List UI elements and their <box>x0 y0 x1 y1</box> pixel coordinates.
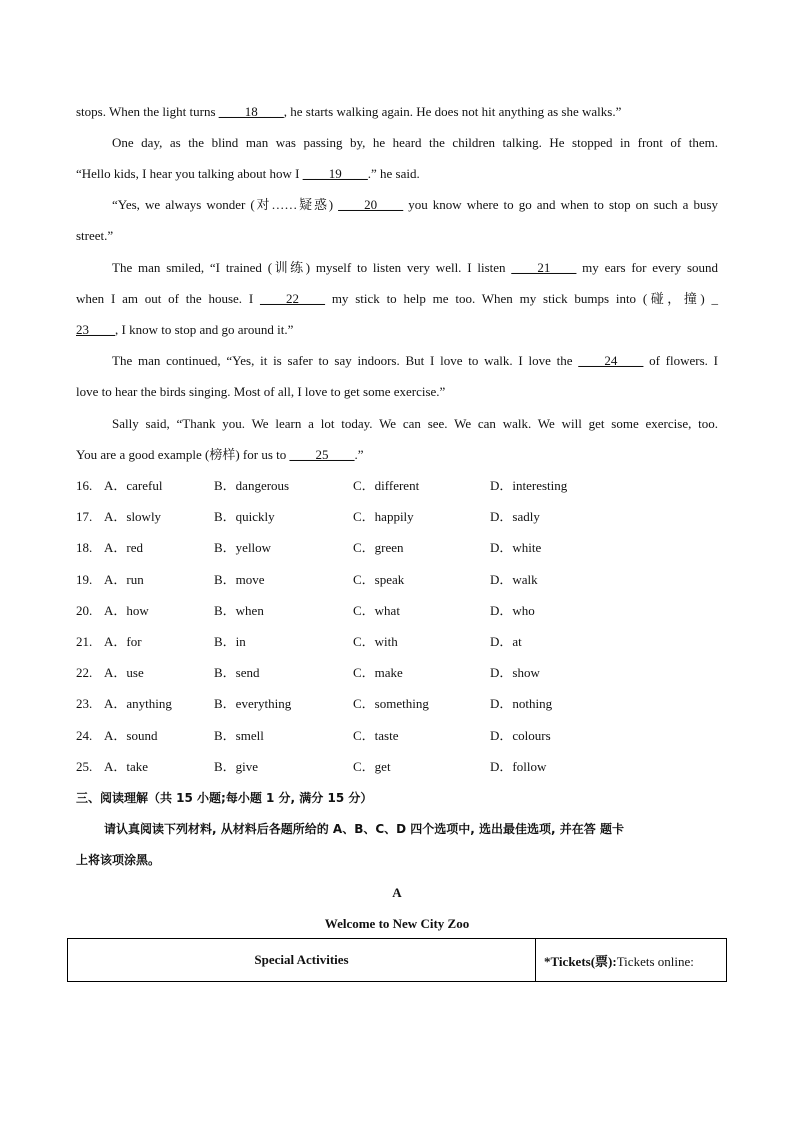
question-number: 19. <box>76 572 93 587</box>
option-c[interactable]: C．make <box>353 665 403 680</box>
text: One day, as the blind man was passing by, he heard the children talking. He stopped in front of them. <box>112 135 718 150</box>
option-a[interactable]: A．careful <box>104 478 163 493</box>
passage-line-8 <box>76 322 718 338</box>
option-d[interactable]: D．walk <box>490 572 538 587</box>
question-number: 20. <box>76 603 93 618</box>
question-number: 25. <box>76 759 93 774</box>
text: The man continued, “Yes, it is safer to say indoors. But I love to walk. I love the <box>112 353 573 368</box>
table-header-tickets <box>536 939 727 982</box>
option-a[interactable]: A．take <box>104 759 149 774</box>
question-16-options <box>76 478 718 494</box>
passage-label-a: A <box>392 885 402 900</box>
option-d[interactable]: D．white <box>490 540 542 555</box>
text: , I know to stop and go around it.” <box>115 322 294 337</box>
question-number: 23. <box>76 696 93 711</box>
blank-18: ____18____ <box>218 104 284 119</box>
text: The man smiled, “I trained (训练) myself to listen very well. I listen <box>112 260 506 275</box>
blank-25: ____25____ <box>289 447 355 462</box>
option-d[interactable]: D．who <box>490 603 535 618</box>
blank-24: ____24____ <box>578 353 644 368</box>
text: .” <box>354 447 364 462</box>
text: when I am out of the house. I <box>76 291 254 306</box>
table-header-special-activities: Special Activities <box>68 939 536 982</box>
text: “Yes, we always wonder (对……疑惑) <box>112 197 334 212</box>
text: Sally said, “Thank you. We learn a lot today. We can see. We can walk. We will get some exercise, too. <box>112 416 718 431</box>
option-c[interactable]: C．something <box>353 696 429 711</box>
option-d[interactable]: D．nothing <box>490 696 553 711</box>
text: of flowers. I <box>649 353 718 368</box>
question-24-options <box>76 728 718 744</box>
text: .” he said. <box>367 166 420 181</box>
option-d[interactable]: D．follow <box>490 759 547 774</box>
option-b[interactable]: B．when <box>214 603 264 618</box>
option-a[interactable]: A．for <box>104 634 142 649</box>
question-19-options <box>76 572 718 588</box>
option-b[interactable]: B．dangerous <box>214 478 290 493</box>
text: , he starts walking again. He does not hit anything as she walks.” <box>283 104 622 119</box>
option-b[interactable]: B．smell <box>214 728 264 743</box>
text: my ears for every sound <box>582 260 719 275</box>
question-number: 22. <box>76 665 93 680</box>
question-20-options <box>76 603 718 619</box>
option-c[interactable]: C．speak <box>353 572 405 587</box>
option-c[interactable]: C．different <box>353 478 420 493</box>
blank-23: 23____ <box>76 322 115 337</box>
option-a[interactable]: A．how <box>104 603 149 618</box>
blank-21: ____21____ <box>511 260 577 275</box>
question-22-options <box>76 665 718 681</box>
passage-line-3 <box>76 166 718 182</box>
passage-line-12 <box>76 447 718 463</box>
option-c[interactable]: C．green <box>353 540 404 555</box>
instruction-line-2: 上将该项涂黑。 <box>76 853 161 867</box>
question-number: 21. <box>76 634 93 649</box>
passage-line-9 <box>112 353 718 369</box>
option-b[interactable]: B．give <box>214 759 259 774</box>
option-a[interactable]: A．anything <box>104 696 172 711</box>
question-number: 18. <box>76 540 93 555</box>
blank-19: ____19____ <box>302 166 368 181</box>
question-23-options <box>76 696 718 712</box>
question-25-options <box>76 759 718 775</box>
question-21-options <box>76 634 718 650</box>
option-a[interactable]: A．red <box>104 540 143 555</box>
passage-line-2 <box>112 135 718 151</box>
option-d[interactable]: D．interesting <box>490 478 568 493</box>
passage-line-7 <box>76 291 718 307</box>
tickets-label: *Tickets(票): <box>544 953 617 969</box>
instruction-line-1: 请认真阅读下列材料, 从材料后各题所给的 A、B、C、D 四个选项中, 选出最佳选项, 并在答 题卡 <box>104 822 624 836</box>
option-b[interactable]: B．in <box>214 634 246 649</box>
option-a[interactable]: A．sound <box>104 728 158 743</box>
text: stops. When the light turns <box>76 104 216 119</box>
text: my stick to help me too. When my stick bumps into (碰，撞) _ <box>331 291 719 306</box>
option-a[interactable]: A．slowly <box>104 509 162 524</box>
text: love to hear the birds singing. Most of all, I love to get some exercise.” <box>76 384 446 399</box>
option-c[interactable]: C．with <box>353 634 398 649</box>
passage-line-10 <box>76 384 718 400</box>
option-d[interactable]: D．colours <box>490 728 551 743</box>
option-c[interactable]: C．happily <box>353 509 414 524</box>
section-heading: 三、阅读理解（共 15 小题;每小题 1 分, 满分 15 分） <box>76 791 373 805</box>
blank-22: ____22____ <box>260 291 325 306</box>
option-a[interactable]: A．run <box>104 572 144 587</box>
option-d[interactable]: D．show <box>490 665 540 680</box>
table-row <box>68 939 727 982</box>
passage-line-5 <box>76 228 718 244</box>
passage-line-11 <box>112 416 718 432</box>
text: you know where to go and when to stop on such a busy <box>408 197 719 212</box>
option-c[interactable]: C．taste <box>353 728 399 743</box>
passage-line-6 <box>112 260 718 276</box>
question-number: 16. <box>76 478 93 493</box>
blank-20: ____20____ <box>338 197 404 212</box>
option-d[interactable]: D．sadly <box>490 509 540 524</box>
option-b[interactable]: B．send <box>214 665 260 680</box>
option-b[interactable]: B．move <box>214 572 265 587</box>
question-number: 24. <box>76 728 93 743</box>
option-b[interactable]: B．everything <box>214 696 292 711</box>
text: “Hello kids, I hear you talking about how I <box>76 166 300 181</box>
text: You are a good example (榜样) for us to <box>76 447 287 462</box>
tickets-online-label: Tickets online: <box>616 953 694 969</box>
text: street.” <box>76 228 114 243</box>
option-b[interactable]: B．yellow <box>214 540 272 555</box>
option-a[interactable]: A．use <box>104 665 144 680</box>
passage-line-4 <box>112 197 718 213</box>
question-18-options <box>76 540 718 556</box>
passage-line-1 <box>76 104 718 120</box>
option-b[interactable]: B．quickly <box>214 509 275 524</box>
option-c[interactable]: C．what <box>353 603 400 618</box>
option-d[interactable]: D．at <box>490 634 522 649</box>
question-number: 17. <box>76 509 93 524</box>
passage-title: Welcome to New City Zoo <box>324 916 470 931</box>
option-c[interactable]: C．get <box>353 759 391 774</box>
question-17-options <box>76 509 718 525</box>
zoo-info-table <box>67 938 727 982</box>
